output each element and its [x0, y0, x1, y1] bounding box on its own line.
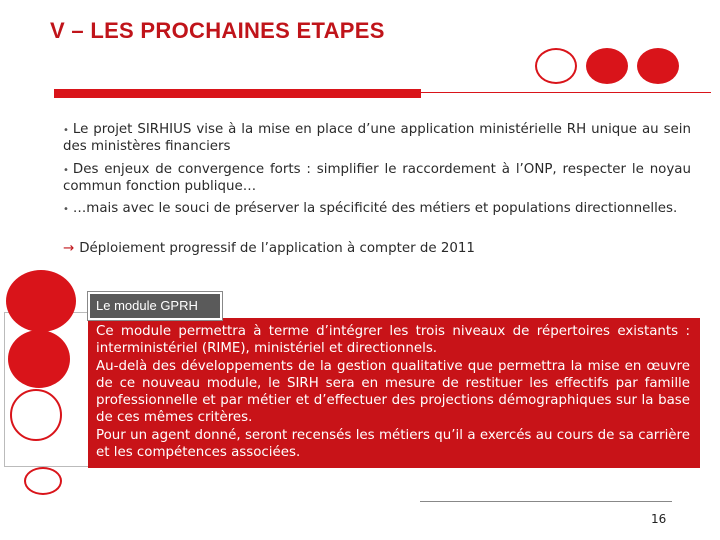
decorative-circle-filled-large: [8, 330, 70, 388]
page-title: V – LES PROCHAINES ETAPES: [50, 18, 385, 43]
deployment-line: [63, 241, 691, 257]
page-number: 16: [651, 512, 667, 526]
title-rule-thick: [54, 89, 421, 98]
bullet-marker: •: [63, 125, 69, 136]
bullet-item: [63, 201, 691, 218]
bullet-item: [63, 162, 691, 195]
decorative-circle-outline-large: [10, 389, 62, 441]
bullet-marker: •: [63, 165, 69, 176]
deployment-text: Déploiement progressif de l’application à compter de 2011: [79, 241, 475, 256]
bullet-text: Des enjeux de convergence forts : simplifier le raccordement à l’ONP, respecter le noyau commun fonction publique…: [63, 162, 691, 194]
decorative-circle-filled: [586, 48, 628, 84]
module-paragraph: Au-delà des développements de la gestion qualitative que permettra la mise en œuvre de ce nouveau module, le SIRH sera en mesure de restituer les effectifs par famille professionnelle et par métier et d’effectuer des projections démographiques sur la base de ces mêmes critères.: [96, 358, 690, 426]
arrow-icon: →: [63, 241, 75, 256]
footer-divider: [420, 501, 672, 502]
module-box: [88, 318, 700, 468]
decorative-circle-filled: [637, 48, 679, 84]
module-tab: Le module GPRH: [88, 292, 222, 320]
bullet-item: [63, 122, 691, 155]
bullet-marker: •: [63, 204, 69, 215]
decorative-circle-filled-large: [6, 270, 76, 332]
bullet-text: …mais avec le souci de préserver la spécificité des métiers et populations directionnelles.: [72, 201, 678, 216]
module-paragraph: Ce module permettra à terme d’intégrer les trois niveaux de répertoires existants : interministériel (RIME), ministériel et directionnels.: [96, 324, 690, 357]
module-paragraph: Pour un agent donné, seront recensés les métiers qu’il a exercés au cours de sa carrière et les compétences associées.: [96, 427, 690, 461]
decorative-circle-outline-small: [24, 467, 62, 495]
bullet-text: Le projet SIRHIUS vise à la mise en place d’une application ministérielle RH unique au sein des ministères financiers: [63, 122, 691, 154]
decorative-circle-outline: [535, 48, 577, 84]
title-rule-thin: [421, 92, 711, 93]
